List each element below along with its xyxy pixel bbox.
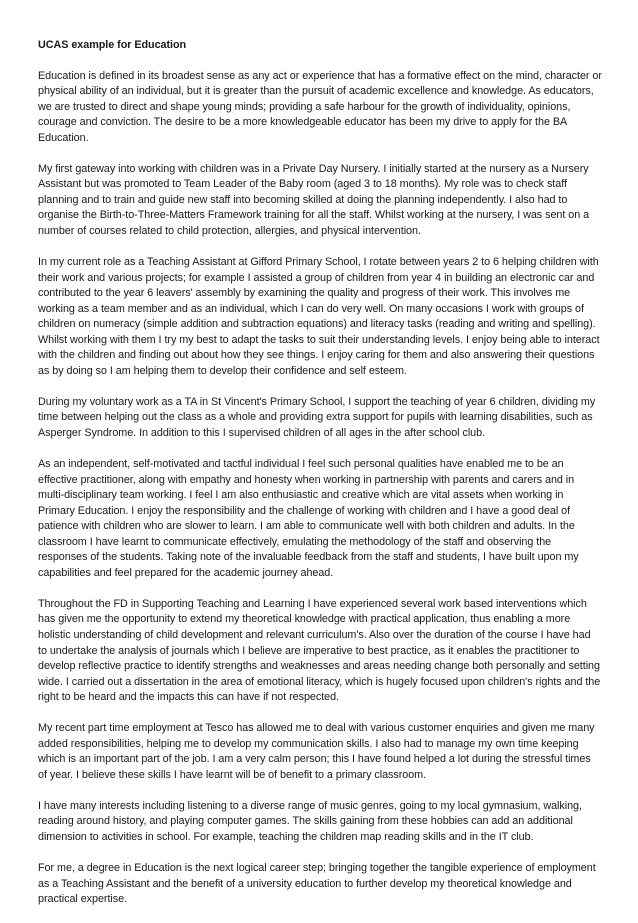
paragraph-personal-qualities: As an independent, self-motivated and tactful individual I feel such personal qualities have enabled me to be an effective practitioner, along with empathy and honesty when working in partnership with parents and carers and in multi-disciplinary team working. I feel I am also enthusiastic and creative which are vital assets when working in Primary Education. I enjoy the responsibility and the challenge of working with children and I have a good deal of patience with children who are slower to learn. I am able to communicate well with both children and adults. In the classroom I have learnt to communicate effectively, emulating the methodology of the staff and observing the responses of the students. Taking note of the invaluable feedback from the staff and students, I have built upon my capabilities and feel prepared for the academic journey ahead.	[38, 458, 579, 579]
paragraph-conclusion: For me, a degree in Education is the next logical career step; bringing together the tangible experience of employment as a Teaching Assistant and the benefit of a university education to further develop my theoretical knowledge and practical expertise.	[38, 862, 596, 906]
paragraph-interests: I have many interests including listening to a diverse range of music genres, going to my local gymnasium, walking, reading around history, and playing computer games. The skills gaining from these hobbies can add an additional dimension to activities in school. For example, teaching the children map reading skills and in the IT club.	[38, 799, 582, 844]
paragraph-voluntary-work: During my voluntary work as a TA in St Vincent's Primary School, I support the teaching of year 6 children, dividing my time between helping out the class as a whole and providing extra support for pupils with learning disabilities, such as Asperger Syndrome. In addition to this I supervised children of all ages in the after school club.	[38, 395, 596, 439]
paragraph-introduction: Education is defined in its broadest sense as any act or experience that has a formative effect on the mind, character or physical ability of an individual, but it is greater than the pursuit of academic excellence and knowledge. As educators, we are trusted to direct and shape young minds; providing a safe harbour for the growth of individuality, opinions, courage and conviction. The desire to be a more knowledgeable educator has been my drive to apply for the BA Education.	[38, 69, 602, 144]
document-title: UCAS example for Education	[38, 39, 187, 51]
paragraph-teaching-assistant-role: In my current role as a Teaching Assistant at Gifford Primary School, I rotate between years 2 to 6 helping children with their work and various projects; for example I assisted a group of children from year 4 in building an electronic car and contributed to the year 6 leavers' assembly by examining the quality and progress of their work. This involves me working as a team member and as an individual, which I can do very well. On many occasions I work with groups of children on numeracy (simple addition and subtraction equations) and literacy tasks (reading and writing and spelling). Whilst working with them I try my best to adapt the tasks to suit their understanding levels. I enjoy being able to interact with the children and finding out about how they see things. I enjoy caring for them and also answering their questions as by doing so I am helping them to develop their confidence and self esteem.	[38, 256, 600, 377]
paragraph-foundation-degree: Throughout the FD in Supporting Teaching and Learning I have experienced several work based interventions which has given me the opportunity to extend my theoretical knowledge with practical application, thus enabling a more holistic understanding of child development and relevant curriculum's. Also over the duration of the course I have had to undertake the analysis of journals which I believe are imperative to best practice, as it enables the practitioner to develop reflective practice to identify strengths and weaknesses and areas needing change both personally and setting wide. I carried out a dissertation in the area of emotional literacy, which is hugely focused upon children's rights and the right to be heard and the impacts this can have if not respected.	[38, 597, 601, 704]
document-page	[38, 38, 602, 923]
paragraph-employment: My recent part time employment at Tesco has allowed me to deal with various customer enquiries and given me many added responsibilities, helping me to develop my communication skills. I also had to manage my own time keeping which is an important part of the job. I am a very calm person; this I have found helped a lot during the stressful times of year. I believe these skills I have learnt will be of benefit to a primary classroom.	[38, 722, 595, 781]
paragraph-nursery-experience: My first gateway into working with children was in a Private Day Nursery. I initially started at the nursery as a Nursery Assistant but was promoted to Team Leader of the Baby room (aged 3 to 18 months). My role was to check staff planning and to train and guide new staff into becoming skilled at doing the planning independently. I also had to organise the Birth-to-Three-Matters Framework training for all the staff. Whilst working at the nursery, I was sent on a number of courses related to child protection, allergies, and physical intervention.	[38, 162, 590, 237]
